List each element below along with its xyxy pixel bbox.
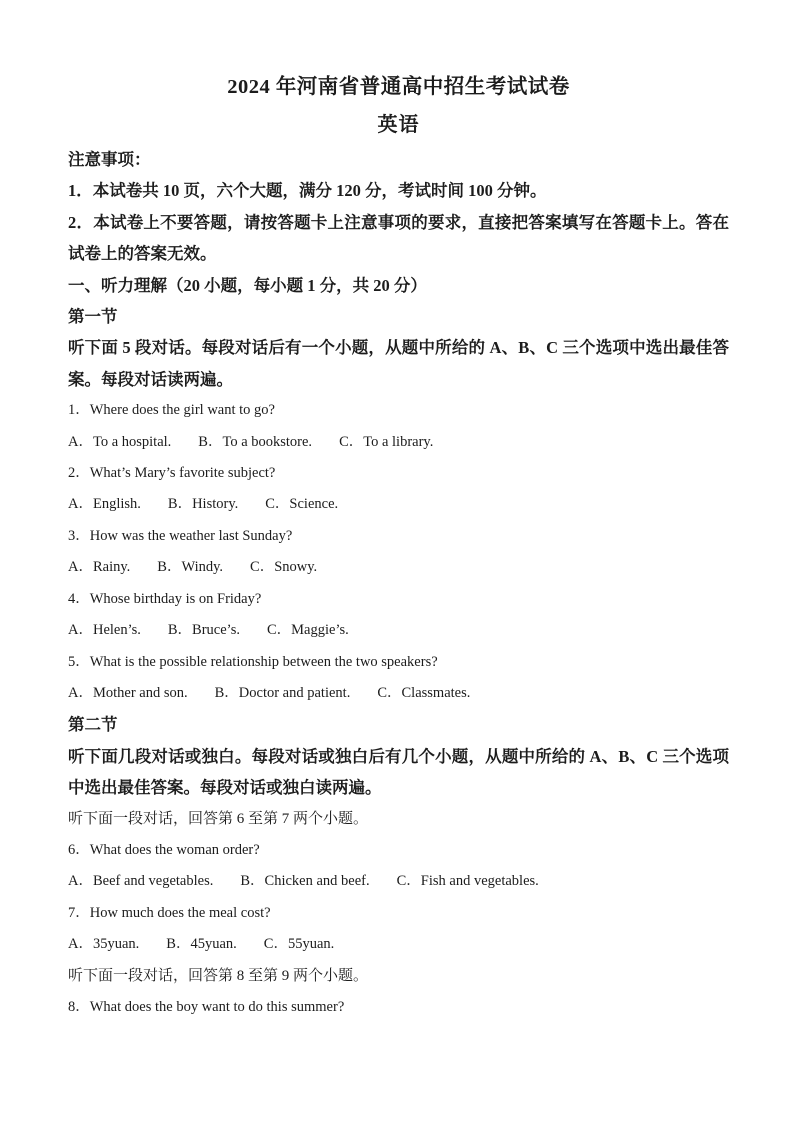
option: A．Rainy. <box>68 559 131 576</box>
option: A．Mother and son. <box>68 684 188 701</box>
notice-heading: 注意事项： <box>68 150 151 169</box>
group-lead: 听下面一段对话，回答第 8 至第 9 两个小题。 <box>68 967 369 984</box>
option: B．Bruce’s. <box>167 622 240 639</box>
option: C．Fish and vegetables. <box>396 873 539 890</box>
subject-title: 英语 <box>377 114 420 136</box>
question-options <box>68 678 729 709</box>
option: C．Snowy. <box>250 559 318 576</box>
part-2-heading: 第二节 <box>68 715 118 735</box>
question-options <box>68 427 729 458</box>
question-text: 5．What is the possible relationship between the two speakers? <box>68 653 438 670</box>
option: B．Chicken and beef. <box>240 873 370 890</box>
part-2-groups <box>68 804 729 1024</box>
question-text: 2．What’s Mary’s favorite subject? <box>68 465 276 482</box>
question-text: 7．How much does the meal cost? <box>68 904 271 921</box>
question-options <box>68 615 729 646</box>
notice-item-2: 2．本试卷上不要答题，请按答题卡上注意事项的要求，直接把答案填写在答题卡上。答在试卷上的答案无效。 <box>68 212 729 264</box>
part-2-instructions: 听下面几段对话或独白。每段对话或独白后有几个小题，从题中所给的 A、B、C 三个选项中选出最佳答案。每段对话或独白读两遍。 <box>68 746 729 798</box>
question-options <box>68 552 729 583</box>
question-text: 6．What does the woman order? <box>68 841 260 858</box>
option: C．Classmates. <box>377 684 471 701</box>
question-options <box>68 866 729 897</box>
option: C．Science. <box>265 496 339 513</box>
section-1-heading: 一、听力理解（20 小题，每小题 1 分，共 20 分） <box>68 275 427 295</box>
option: B．To a bookstore. <box>198 433 313 450</box>
option: A．Beef and vegetables. <box>68 873 214 890</box>
option: B．45yuan. <box>166 936 237 953</box>
option: A．35yuan. <box>68 936 140 953</box>
page-title: 2024 年河南省普通高中招生考试试卷 <box>227 76 570 98</box>
question-text: 1．Where does the girl want to go? <box>68 402 275 419</box>
question-text: 4．Whose birthday is on Friday? <box>68 590 262 607</box>
part-1-instructions: 听下面 5 段对话。每段对话后有一个小题，从题中所给的 A、B、C 三个选项中选出最佳答案。每段对话读两遍。 <box>68 338 729 389</box>
option: A．English. <box>68 496 141 513</box>
question-text: 8．What does the boy want to do this summer? <box>68 998 345 1015</box>
option: B．History. <box>167 496 239 513</box>
option: A．Helen’s. <box>68 622 141 639</box>
option: B．Windy. <box>157 559 224 576</box>
option: C．Maggie’s. <box>266 622 349 639</box>
option: C．To a library. <box>339 433 434 450</box>
question-text: 3．How was the weather last Sunday? <box>68 527 293 544</box>
option: C．55yuan. <box>263 936 335 953</box>
notice-item-1: 1．本试卷共 10 页，六个大题，满分 120 分，考试时间 100 分钟。 <box>68 181 547 201</box>
option: A．To a hospital. <box>68 433 172 450</box>
part-1-heading: 第一节 <box>68 307 118 327</box>
question-options <box>68 929 729 960</box>
option: B．Doctor and patient. <box>214 684 351 701</box>
part-1-questions <box>68 395 729 709</box>
group-lead: 听下面一段对话，回答第 6 至第 7 两个小题。 <box>68 810 369 827</box>
question-options <box>68 489 729 520</box>
